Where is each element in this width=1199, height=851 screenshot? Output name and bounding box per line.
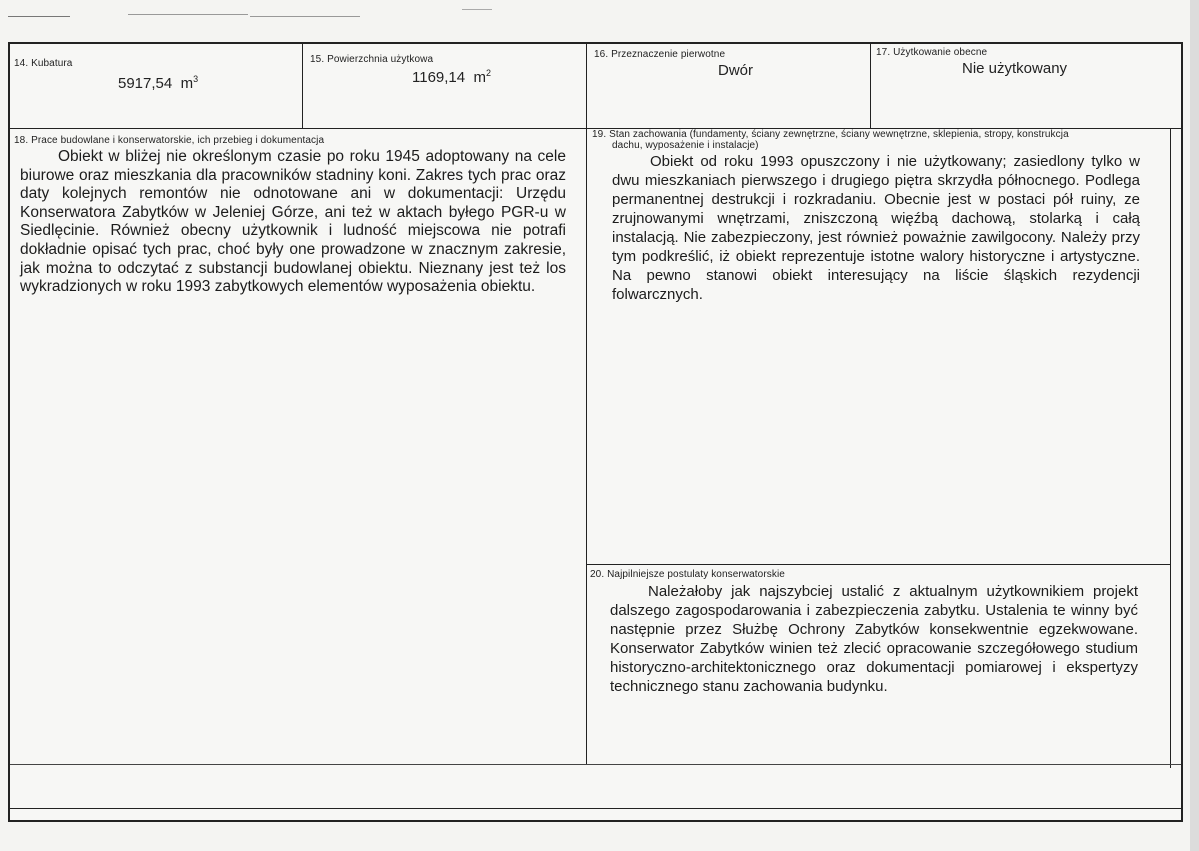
field-label: 20. Najpilniejsze postulaty konserwatorskie: [590, 569, 785, 580]
field-label: 18. Prace budowlane i konserwatorskie, ich przebieg i dokumentacja: [14, 135, 325, 146]
inventory-form: [8, 42, 1183, 822]
field-label: dachu, wyposażenie i instalacje): [612, 140, 759, 151]
scan-mark: [128, 14, 248, 15]
field-value: Nie użytkowany: [962, 60, 1068, 77]
field-16-przeznaczenie: [586, 44, 870, 128]
scan-mark: [462, 9, 492, 10]
field-20-postulaty: [586, 564, 1170, 764]
field-value: Dwór: [718, 62, 754, 79]
field-17-uzytkowanie: [870, 44, 1181, 128]
row-divider: [10, 808, 1181, 809]
row-divider: [10, 764, 1181, 765]
field-label: 15. Powierzchnia użytkowa: [310, 54, 434, 65]
field-14-kubatura: [10, 44, 302, 128]
field-18-prace-budowlane: [10, 128, 586, 764]
field-text: Należałoby jak najszybciej ustalić z aktualnym użytkownikiem projekt dalszego zagospodarowania i zabezpieczenia zabytku. Ustalenia te winny być następnie przez Służbę Ochrony Zabytków konsekwentnie egzekwowane. Konserwator Zabytków winien też zlecić opracowanie szczegółowego studium historyczno-architektonicznego oraz dokumentacji pomiarowej i ekspertyzy technicznego stanu zachowania budynku.: [610, 583, 1138, 695]
field-19-stan-zachowania: [586, 128, 1170, 564]
field-value: 5917,54 $m^3$: [118, 74, 199, 92]
col-divider: [1170, 128, 1171, 768]
field-label: 16. Przeznaczenie pierwotne: [594, 49, 726, 60]
field-text: Obiekt od roku 1993 opuszczony i nie użytkowany; zasiedlony tylko w dwu mieszkaniach pierwszego i drugiego piętra skrzydła północnego. Podlega permanentnej destrukcji i rozkradaniu. Obecnie jest w postaci pół ruiny, ze zrujnowanymi wnętrzami, zniszczoną więźbą dachową, stolarką i całą instalacją. Nie zabezpieczony, jest również poważnie zawilgocony. Należy przy tym podkreślić, iż obiekt reprezentuje istotne walory historyczne i artystyczne. Na pewno stanowi obiekt interesujący na liście śląskich rezydencji folwarcznych.: [612, 153, 1140, 303]
field-value: 1169,14 $m^2$: [412, 68, 491, 86]
field-label: 17. Użytkowanie obecne: [876, 47, 988, 58]
scan-mark: [8, 16, 70, 17]
scan-mark: [250, 16, 360, 17]
field-text: Obiekt w bliżej nie określonym czasie po roku 1945 adoptowany na cele biurowe oraz mieszkania dla pracowników stadniny koni. Zakres tych prac oraz daty kolejnych remontów nie odnotowane ani w dokumentacji: Urzędu Konserwatora Zabytków w Jeleniej Górze, ani też w aktach byłego PGR-u w Siedlęcinie. Również obecny użytkownik i ludność miejscowa nie potrafi dokładnie opisać tych prac, choć były one prowadzone w znacznym zakresie, jak można to odczytać z substancji budowlanej obiektu. Nieznany jest też los wykradzionych w roku 1993 zabytkowych elementów wyposażenia obiektu.: [20, 148, 566, 296]
scan-edge: [1190, 0, 1199, 851]
field-label: 19. Stan zachowania (fundamenty, ściany zewnętrzne, ściany wewnętrzne, sklepienia, stropy, konstrukcja: [592, 129, 1069, 140]
field-label: 14. Kubatura: [14, 58, 73, 69]
field-15-powierzchnia: [302, 44, 586, 128]
